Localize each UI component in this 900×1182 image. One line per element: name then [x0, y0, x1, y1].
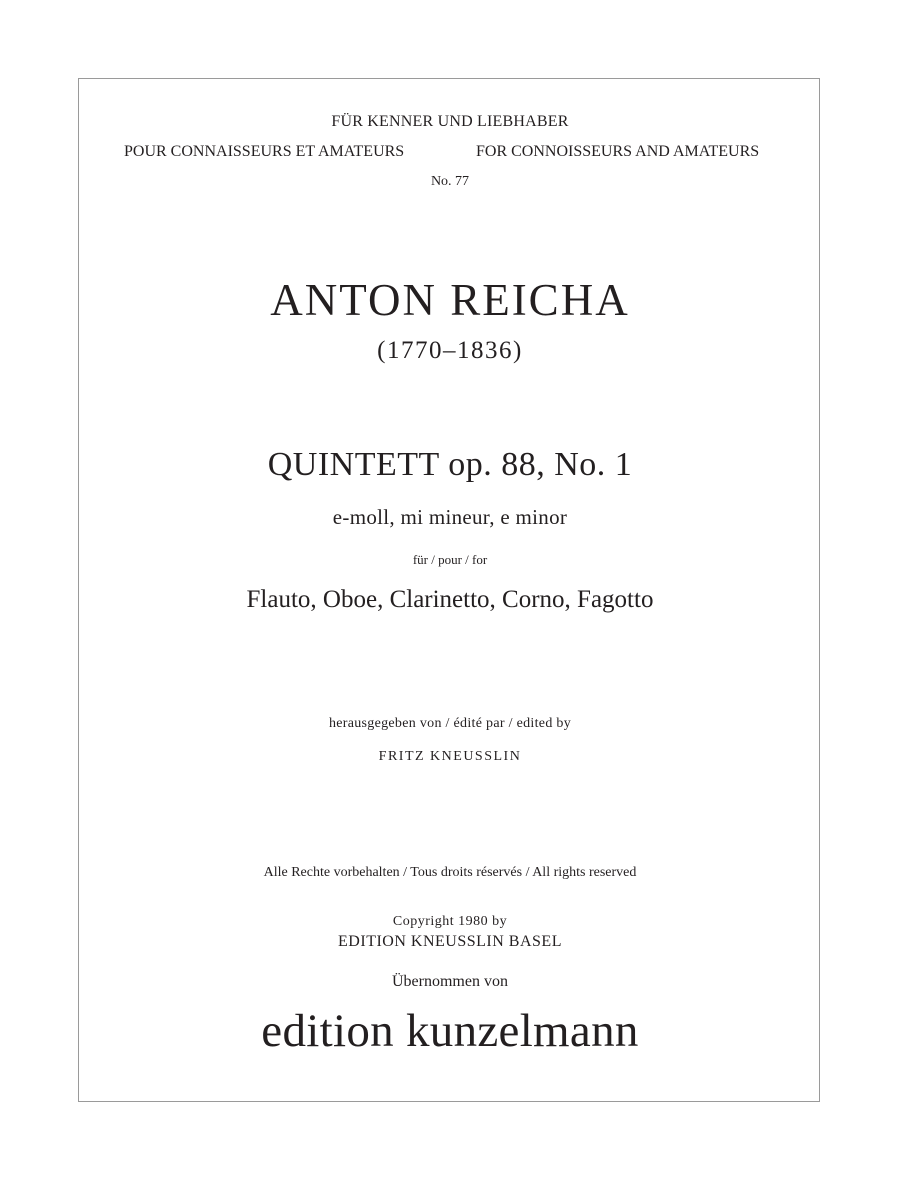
series-number: No. 77: [430, 174, 470, 189]
taken-over-label: Übernommen von: [392, 973, 508, 990]
composer-name: ANTON REICHA: [270, 275, 630, 325]
work-title: QUINTETT op. 88, No. 1: [267, 446, 633, 483]
series-title-english: FOR CONNOISSEURS AND AMATEURS: [476, 143, 760, 160]
publisher-name: edition kunzelmann: [261, 1005, 639, 1057]
editor-name: FRITZ KNEUSSLIN: [378, 749, 522, 764]
editor-label: herausgegeben von / édité par / edited by: [328, 716, 572, 731]
original-publisher: EDITION KNEUSSLIN BASEL: [338, 933, 562, 950]
instrument-list: Flauto, Oboe, Clarinetto, Corno, Fagotto: [246, 586, 654, 613]
instrumentation-label: für / pour / for: [412, 552, 488, 567]
series-title-french: POUR CONNAISSEURS ET AMATEURS: [124, 143, 405, 160]
series-title-german: FÜR KENNER UND LIEBHABER: [331, 113, 569, 130]
work-key: e-moll, mi mineur, e minor: [332, 505, 568, 529]
copyright-line: Copyright 1980 by: [392, 914, 508, 929]
composer-dates: (1770–1836): [377, 337, 523, 364]
rights-notice: Alle Rechte vorbehalten / Tous droits réservés / All rights reserved: [263, 865, 637, 880]
